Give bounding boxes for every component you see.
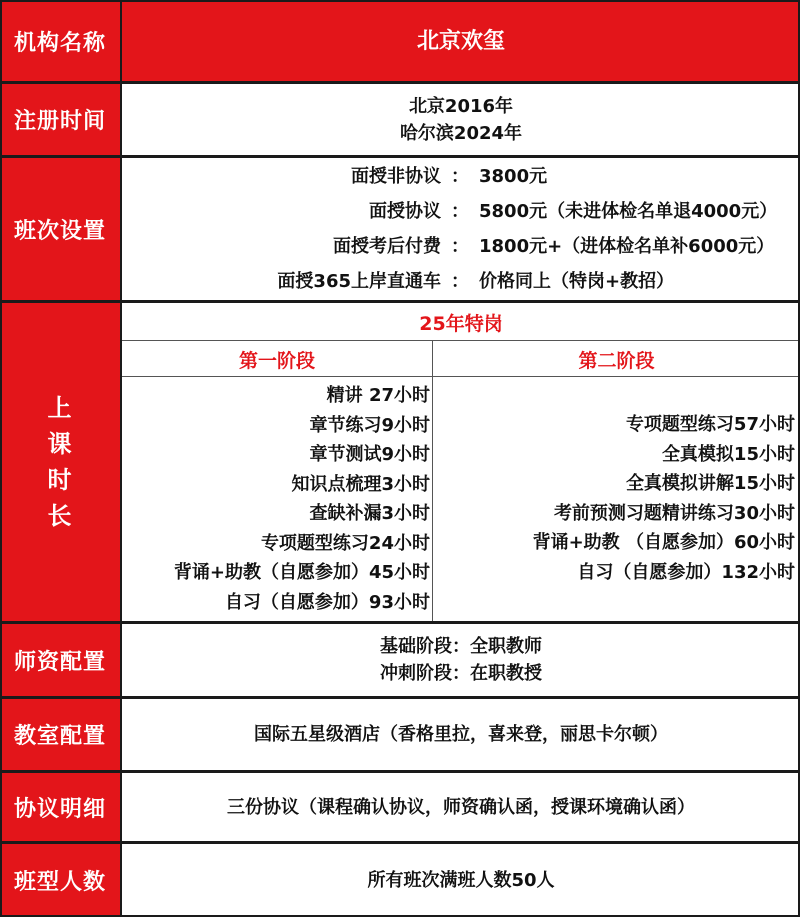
classroom-value: 国际五星级酒店（香格里拉，喜来登，丽思卡尔顿） <box>254 724 668 745</box>
agreement-label: 协议明细 <box>0 773 122 841</box>
stage1-item: 查缺补漏3小时 <box>309 503 430 524</box>
stage2-item: 背诵+助教 （自愿参加）60小时 <box>532 532 795 553</box>
class-size-value: 所有班次满班人数50人 <box>367 870 555 891</box>
stage1-item: 背诵+助教（自愿参加）45小时 <box>173 562 430 583</box>
plan-item <box>123 264 799 299</box>
plan-price: 5800元（未进体检名单退4000元） <box>479 201 778 222</box>
registration-label: 注册时间 <box>0 84 122 155</box>
plan-name: 面授协议 <box>369 201 441 222</box>
row-registration <box>0 84 800 155</box>
faculty-value <box>122 624 800 696</box>
row-class-size <box>0 844 800 917</box>
duration-label-char: 上 <box>47 394 73 422</box>
registration-line: 北京2016年 <box>408 95 514 117</box>
plan-name: 面授365上岸直通车 <box>277 271 441 292</box>
plan-separator: ： <box>451 271 469 292</box>
plan-name: 面授考后付费 <box>333 236 441 257</box>
classroom-label: 教室配置 <box>0 699 122 770</box>
row-org-name <box>0 0 800 82</box>
stage2-item: 全真模拟15小时 <box>661 443 795 465</box>
stage1-item: 精讲 27小时 <box>326 385 430 406</box>
plan-name: 面授非协议 <box>351 166 441 187</box>
org-name-label: 机构名称 <box>0 0 122 82</box>
duration-label-char: 课 <box>47 430 73 458</box>
row-duration <box>0 303 800 621</box>
class-size-label: 班型人数 <box>0 844 122 917</box>
stage2-title: 第二阶段 <box>578 349 655 372</box>
grid-line <box>122 376 800 377</box>
stage2-item: 自习（自愿参加）132小时 <box>577 561 795 583</box>
stage1-item: 章节练习9小时 <box>309 414 430 436</box>
stage1-title: 第一阶段 <box>238 349 315 372</box>
stage1-item: 专项题型练习24小时 <box>260 532 430 554</box>
stage2-item: 全真模拟讲解15小时 <box>625 473 795 494</box>
duration-label-char: 长 <box>47 502 73 530</box>
plan-price: 1800元+（进体检名单补6000元） <box>479 236 775 257</box>
agreement-value: 三份协议（课程确认协议，师资确认函，授课环境确认函） <box>227 796 695 818</box>
stage1-item: 自习（自愿参加）93小时 <box>224 591 430 613</box>
row-faculty <box>0 624 800 696</box>
duration-label <box>0 303 122 621</box>
track-title: 25年特岗 <box>419 312 503 335</box>
registration-value <box>122 84 800 155</box>
row-agreement <box>0 773 800 841</box>
faculty-label: 师资配置 <box>0 624 122 696</box>
plan-price: 价格同上（特岗+教招） <box>479 271 675 292</box>
stage1-item: 知识点梳理3小时 <box>291 473 430 495</box>
stage2-list <box>433 410 795 587</box>
plan-separator: ： <box>451 166 469 187</box>
row-classroom <box>0 699 800 770</box>
class-setup-label: 班次设置 <box>0 158 122 300</box>
faculty-line: 冲刺阶段：在职教授 <box>380 663 542 684</box>
plan-price: 3800元 <box>479 166 548 187</box>
plan-separator: ： <box>451 236 469 257</box>
row-class-setup <box>0 158 800 300</box>
stage1-item: 章节测试9小时 <box>309 444 430 465</box>
stage2-item: 考前预测习题精讲练习30小时 <box>553 502 795 524</box>
duration-label-char: 时 <box>47 466 73 494</box>
stage2-item: 专项题型练习57小时 <box>625 414 795 435</box>
stage1-list <box>122 381 430 617</box>
plan-item <box>123 159 799 194</box>
faculty-line: 基础阶段：全职教师 <box>380 636 542 657</box>
class-setup-list <box>122 158 800 300</box>
registration-line: 哈尔滨2024年 <box>399 122 523 144</box>
org-name-value: 北京欢玺 <box>122 0 800 82</box>
plan-item <box>123 229 799 264</box>
plan-item <box>123 194 799 229</box>
plan-separator: ： <box>451 201 469 222</box>
